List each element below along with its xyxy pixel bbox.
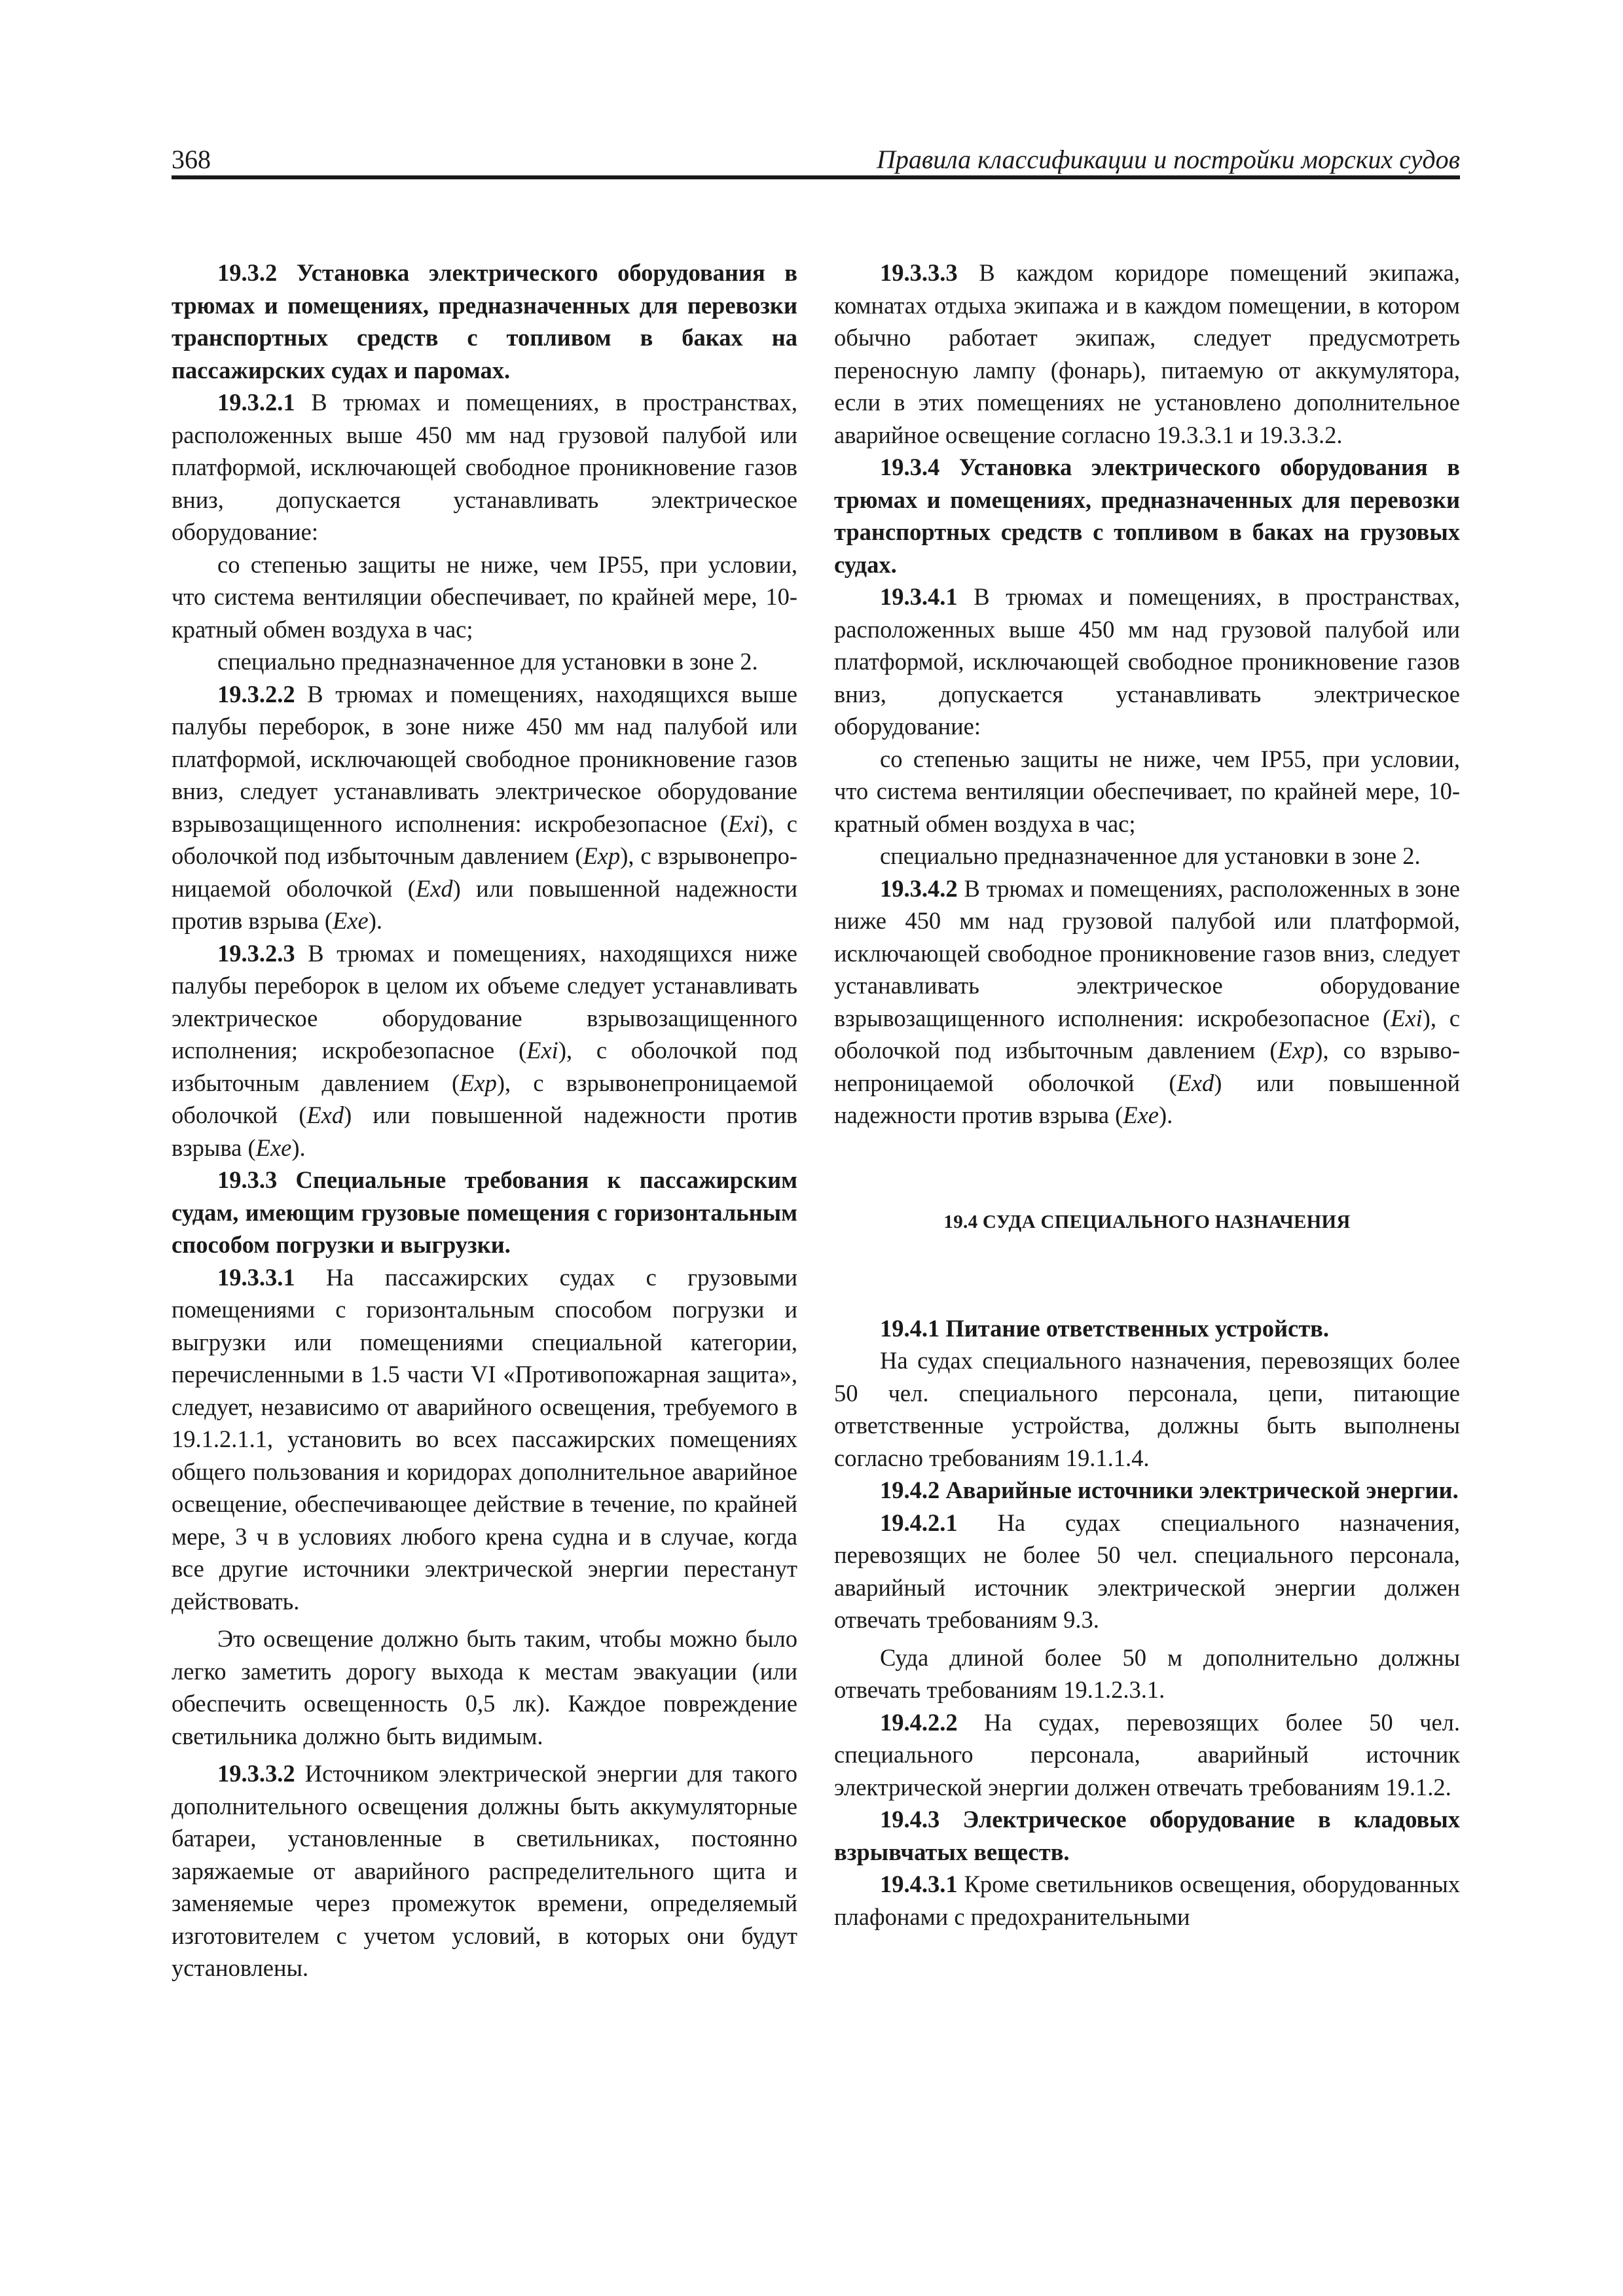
paragraph-19-3-4-2 — [834, 872, 1460, 1132]
page-number: 368 — [172, 145, 211, 174]
paragraph-text: На судах специального назначения, перевозящих не более 50 чел. специального персонала, аварийный источник электрической энергии должен отвечать требованиям 9.3. — [834, 1509, 1460, 1633]
paragraph-19-3-4-1 — [834, 581, 1460, 743]
paragraph-text: ). — [291, 1134, 306, 1161]
paragraph-text: ), с оболочкой под избыточным давлением ( — [172, 810, 797, 869]
paragraph-19-4-3-1 — [834, 1868, 1460, 1933]
section-title-19-4: 19.4 СУДА СПЕЦИАЛЬНОГО НАЗНАЧЕНИЯ — [943, 1211, 1351, 1232]
paragraph-19-3-3-2 — [172, 1757, 797, 1984]
running-title: Правила классификации и постройки морских судов — [876, 145, 1460, 174]
paragraph-length-50m: Суда длиной более 50 м дополнительно должны отвечать требованиям 19.1.2.3.1. — [834, 1643, 1460, 1703]
paragraph-text: Источником электрической энергии для такого дополнительного освещения должны быть аккумуляторные батареи, установленные в светильниках, постоянно заряжаемые от аварийного распределительного щита и заменяемые через промежуток времени, определяемый изготовителем с учетом условий, в которых они будут установлены. — [172, 1760, 797, 1981]
paragraph-text: В трюмах и помещениях, в пространствах, расположенных выше 450 мм над грузовой палубой или платформой, исключающей свободное проникновение газов вниз, допускается устанавливать электрическое оборудование: — [172, 389, 797, 545]
heading-19-3-3: 19.3.3 Специальные требования к пассажирским судам, имеющим грузовые помещения с горизонтальным способом погрузки и выгрузки. — [172, 1166, 797, 1258]
paragraph-text: ) или повышенной надежности против взрыва ( — [172, 1102, 797, 1161]
term-exe: Exe — [255, 1134, 292, 1161]
paragraph-text: ), с оболочкой под избыточным давлением ( — [834, 1004, 1460, 1064]
clause-number: 19.3.4.2 — [880, 874, 958, 902]
term-exd: Exd — [415, 874, 453, 902]
paragraph-text: ). — [1158, 1102, 1173, 1128]
clause-number: 19.3.2.1 — [217, 389, 295, 416]
heading-19-4-1: 19.4.1 Питание ответственных устройств. — [880, 1314, 1330, 1342]
paragraph-text: В трюмах и помещениях, находящихся выше палубы переборок, в зоне ниже 450 мм над палубой или платформой, исключающей свободное проникновение газов вниз, следует устанавливать электрическое оборудование взрывозащищенного исполнения: искробезопасное ( — [172, 680, 797, 837]
paragraph-text: В трюмах и помещениях, находящихся ниже палубы переборок в целом их объеме следует устанавливать электрическое оборудование взрывозащищенного исполнения; искробезопасное ( — [172, 939, 797, 1064]
paragraph-text: В трюмах и помещениях, расположенных в зоне ниже 450 мм над грузовой палубой или платформой, исключающей свободное проникновение газов вниз, следует устанавливать электрическое оборудование взрывозащищенного исполнения: искробезопасное ( — [834, 874, 1460, 1031]
list-item-zone2: специально предназначенное для установки в зоне 2. — [880, 842, 1421, 869]
paragraph-19-4-1: На судах специального назначения, перевозящих более 50 чел. специального персонала, цепи, питающие ответственные устройства, должны быть выполнены согласно требованиям 19.1.1.4. — [834, 1347, 1460, 1471]
paragraph-19-4-2-2 — [834, 1706, 1460, 1804]
paragraph-text: ), с взрывонепроницаемой оболочкой ( — [172, 1069, 797, 1128]
paragraph-text: ), со взрывонепроницаемой оболочкой ( — [834, 1037, 1460, 1096]
right-column — [834, 257, 1460, 1933]
paragraph-19-3-2-3 — [172, 937, 797, 1164]
paragraph-19-3-3-3 — [834, 257, 1460, 451]
left-column — [172, 257, 797, 1984]
paragraph-19-3-2-2 — [172, 678, 797, 937]
term-exp: Exp — [1277, 1037, 1315, 1064]
paragraph-text: На пассажирских судах с грузовыми помещениями с горизонтальным способом погрузки и выгрузки или помещениями специальной категории, перечисленными в 1.5 части VI «Противопожарная защита», следует, независимо от аварийного освещения, требуемого в 19.1.2.1.1, установить во всех пассажирских помещениях общего пользования и коридорах дополнительное аварийное освещение, обеспечивающее действие в течение, по крайней мере, 3 ч в условиях любого крена судна и в случае, когда все другие источники электрической энергии перестанут действовать. — [172, 1263, 797, 1615]
header-rule — [172, 175, 1460, 179]
clause-number: 19.4.3.1 — [880, 1871, 958, 1897]
list-item-zone2: специально предназначенное для установки в зоне 2. — [217, 648, 758, 675]
term-exe: Exe — [333, 907, 369, 934]
term-exd: Exd — [306, 1102, 344, 1128]
heading-19-3-4: 19.3.4 Установка электрического оборудования в трюмах и помещениях, предназначенных для перевозки транспортных средств с топливом в баках на грузовых судах. — [834, 454, 1460, 578]
heading-19-4-2: 19.4.2 Аварийные источники электрической энергии. — [880, 1477, 1459, 1503]
paragraph-lighting: Это освещение должно быть таким, чтобы можно было легко заметить дорогу выхода к местам эвакуации (или обеспечить освещенность 0,5 лк). Каждое повреждение светильника должно быть видимым. — [172, 1625, 797, 1749]
term-exp: Exp — [583, 842, 621, 869]
paragraph-text: В каждом коридоре помещений экипажа, комнатах отдыха экипажа и в каждом помещении, в котором обычно работает экипаж, следует предусмотреть переносную лампу (фонарь), питаемую от аккумулятора, если в этих помещениях не установлено дополнительное аварийное освещение согласно 19.3.3.1 и 19.3.3.2. — [834, 259, 1460, 448]
clause-number: 19.3.3.3 — [880, 259, 958, 286]
clause-number: 19.3.3.2 — [217, 1760, 295, 1787]
paragraph-text: Кроме светильников освещения, оборудованных плафонами с предохранительными — [834, 1871, 1460, 1930]
list-item-ip55: со степенью защиты не ниже, чем IP55, при условии, что система вентиляции обеспечивает, по крайней мере, 10-кратный обмен воздуха в час; — [172, 550, 797, 643]
term-exp: Exp — [460, 1069, 497, 1096]
list-item-ip55: со степенью защиты не ниже, чем IP55, при условии, что система вентиляции обеспечивает, по крайней мере, 10-кратный обмен воздуха в час; — [834, 745, 1460, 837]
clause-number: 19.4.2.2 — [880, 1708, 958, 1736]
heading-19-4-3: 19.4.3 Электрическое оборудование в кладовых взрывчатых веществ. — [834, 1806, 1460, 1865]
clause-number: 19.4.2.1 — [880, 1509, 958, 1536]
term-exi: Exi — [728, 810, 760, 837]
paragraph-text: ). — [368, 907, 383, 934]
paragraph-text: В трюмах и помещениях, в пространствах, расположенных выше 450 мм над грузовой палубой или платформой, исключающей свободное проникновение газов вниз, допускается устанавливать электрическое оборудование: — [834, 583, 1460, 740]
paragraph-text: На судах, перевозящих более 50 чел. специального персонала, аварийный источник электрической энергии должен отвечать требованиям 19.1.2. — [834, 1708, 1460, 1801]
term-exd: Exd — [1176, 1069, 1214, 1096]
term-exi: Exi — [526, 1037, 558, 1064]
clause-number: 19.3.3.1 — [217, 1263, 295, 1291]
paragraph-19-4-2-1 — [834, 1507, 1460, 1636]
clause-number: 19.3.2.2 — [217, 680, 295, 708]
paragraph-19-3-3-1 — [172, 1261, 797, 1618]
paragraph-text: ), с взрывонепроницаемой оболочкой ( — [172, 842, 797, 902]
paragraph-19-3-2-1 — [172, 386, 797, 548]
term-exi: Exi — [1391, 1004, 1423, 1031]
heading-19-3-2: 19.3.2 Установка электрического оборудования в трюмах и помещениях, предназначенных для перевозки транспортных средств с топливом в баках на пассажирских судах и паромах. — [172, 259, 797, 384]
clause-number: 19.3.4.1 — [880, 583, 958, 610]
paragraph-text: ) или повышенной надежности против взрыва ( — [172, 874, 797, 934]
term-exe: Exe — [1123, 1102, 1159, 1128]
paragraph-text: ) или повышенной надежности против взрыва ( — [834, 1069, 1460, 1128]
paragraph-text: ), с оболочкой под избыточным давлением ( — [172, 1037, 797, 1096]
clause-number: 19.3.2.3 — [217, 939, 295, 967]
